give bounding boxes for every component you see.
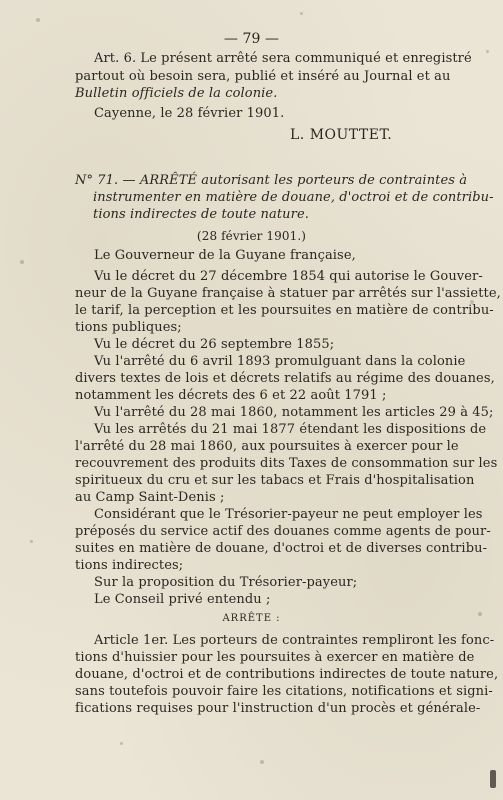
signature: L. MOUTTET. bbox=[290, 127, 393, 143]
paper-speck bbox=[478, 612, 482, 616]
page-number: — 79 — bbox=[223, 31, 280, 47]
body-line: tions publiques; bbox=[75, 320, 182, 335]
body-line: le tarif, la perception et les poursuites en matière de contribu- bbox=[75, 303, 494, 318]
body-line: Vu le décret du 26 septembre 1855; bbox=[94, 337, 335, 352]
ink-mark bbox=[490, 770, 496, 788]
body-line: recouvrement des produits dits Taxes de consommation sur les bbox=[75, 456, 498, 471]
body-line: Vu l'arrêté du 6 avril 1893 promulguant dans la colonie bbox=[94, 354, 466, 369]
body-line: notamment les décrets des 6 et 22 août 1791 ; bbox=[75, 388, 387, 403]
body-line: Considérant que le Trésorier-payeur ne peut employer les bbox=[94, 507, 483, 522]
body-line: Vu le décret du 27 décembre 1854 qui autorise le Gouver- bbox=[94, 269, 483, 284]
decree-heading-line: instrumenter en matière de douane, d'octroi et de contribu- bbox=[93, 190, 494, 205]
body-line: neur de la Guyane française à statuer par arrêtés sur l'assiette, bbox=[75, 286, 501, 301]
paper-speck bbox=[300, 12, 303, 15]
body-line: au Camp Saint-Denis ; bbox=[75, 490, 225, 505]
article-1-line: tions d'huissier pour les poursuites à exercer en matière de bbox=[75, 650, 475, 665]
decree-heading-line: tions indirectes de toute nature. bbox=[93, 207, 309, 222]
article-1-line: douane, d'octroi et de contributions indirectes de toute nature, bbox=[75, 667, 499, 682]
body-line: Vu les arrêtés du 21 mai 1877 étendant les dispositions de bbox=[94, 422, 487, 437]
body-line: préposés du service actif des douanes comme agents de pour- bbox=[75, 524, 491, 539]
paper-speck bbox=[470, 300, 474, 304]
article-6-line: Bulletin officiels de la colonie. bbox=[75, 86, 278, 101]
body-line: Le Conseil privé entendu ; bbox=[94, 592, 271, 607]
body-line: divers textes de lois et décrets relatifs au régime des douanes, bbox=[75, 371, 495, 386]
place-date: Cayenne, le 28 février 1901. bbox=[94, 106, 285, 121]
paper-speck bbox=[486, 50, 489, 53]
paper-speck bbox=[260, 760, 264, 764]
article-6-line: partout où besoin sera, publié et inséré au Journal et au bbox=[75, 69, 451, 84]
paper-speck bbox=[120, 742, 123, 745]
body-line: l'arrêté du 28 mai 1860, aux poursuites à exercer pour le bbox=[75, 439, 459, 454]
arrete-label: ARRÊTE : bbox=[222, 613, 281, 624]
decree-heading-line: N° 71. — ARRÊTÉ autorisant les porteurs de contraintes à bbox=[75, 173, 468, 188]
paper-speck bbox=[30, 540, 33, 543]
body-line: Vu l'arrêté du 28 mai 1860, notamment les articles 29 à 45; bbox=[94, 405, 494, 420]
body-line: tions indirectes; bbox=[75, 558, 184, 573]
article-1-line: Article 1er. Les porteurs de contraintes rempliront les fonc- bbox=[94, 633, 495, 648]
body-line: spiritueux du cru et sur les tabacs et Frais d'hospitalisation bbox=[75, 473, 475, 488]
paper-speck bbox=[36, 18, 40, 22]
preamble: Le Gouverneur de la Guyane française, bbox=[94, 248, 356, 263]
body-line: suites en matière de douane, d'octroi et de diverses contribu- bbox=[75, 541, 488, 556]
article-1-line: fications requises pour l'instruction d'un procès et générale- bbox=[75, 701, 481, 716]
article-6-line: Art. 6. Le présent arrêté sera communiqué et enregistré bbox=[94, 51, 472, 66]
paper-speck bbox=[20, 260, 24, 264]
body-line: Sur la proposition du Trésorier-payeur; bbox=[94, 575, 358, 590]
article-1-line: sans toutefois pouvoir faire les citations, notifications et signi- bbox=[75, 684, 493, 699]
decree-date: (28 février 1901.) bbox=[196, 229, 307, 243]
